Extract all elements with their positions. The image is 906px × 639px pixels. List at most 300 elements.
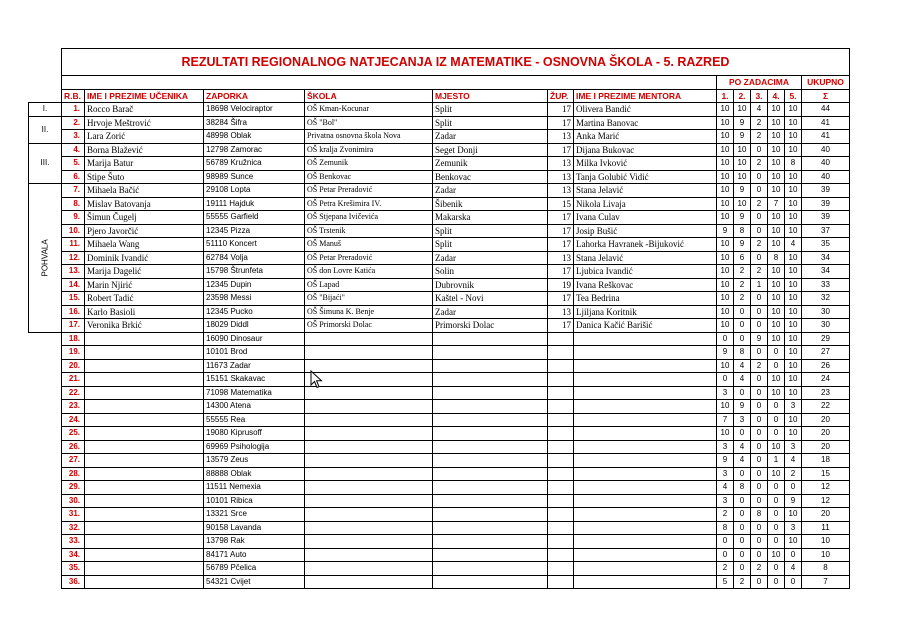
total-score: 37: [802, 224, 850, 238]
task-5-score: 10: [785, 319, 802, 333]
task-3-score: 2: [751, 238, 768, 252]
table-row: [29, 346, 850, 360]
total-score: 20: [802, 427, 850, 441]
task-2-score: 10: [734, 170, 751, 184]
student-name: [85, 467, 204, 481]
student-name: Robert Tadić: [85, 292, 204, 306]
mentor-name: [574, 346, 717, 360]
county-number: 17: [548, 292, 574, 306]
table-row: [29, 130, 850, 144]
rb-header: R.B.: [62, 89, 85, 103]
task-3-score: 0: [751, 454, 768, 468]
task-4-score: 10: [768, 170, 785, 184]
password-code: 11673 Zadar: [204, 359, 305, 373]
county-number: 13: [548, 130, 574, 144]
task-1-score: 3: [717, 494, 734, 508]
table-row: [29, 170, 850, 184]
table-row: [29, 332, 850, 346]
row-number: 22.: [62, 386, 85, 400]
school-name: [305, 535, 433, 549]
town-name: Seget Donji: [433, 143, 548, 157]
mentor-name: [574, 440, 717, 454]
table-row: [29, 224, 850, 238]
task-4-score: 10: [768, 278, 785, 292]
task-3-score: 4: [751, 103, 768, 117]
password-code: 18029 Diddl: [204, 319, 305, 333]
task-1-score: 10: [717, 400, 734, 414]
task-1-score: 9: [717, 346, 734, 360]
school-name: [305, 494, 433, 508]
row-number: 9.: [62, 211, 85, 225]
county-number: 13: [548, 157, 574, 171]
task-3-score: 0: [751, 400, 768, 414]
table-row: [29, 481, 850, 495]
task-5-score: 10: [785, 197, 802, 211]
mentor-name: [574, 454, 717, 468]
town-name: [433, 427, 548, 441]
school-name: [305, 521, 433, 535]
total-score: 22: [802, 400, 850, 414]
town-name: Dubrovnik: [433, 278, 548, 292]
task-3-score: 0: [751, 184, 768, 198]
password-code: 12345 Dupin: [204, 278, 305, 292]
task-5-score: 10: [785, 224, 802, 238]
school-name: OŠ Stjepana Ivičevića: [305, 211, 433, 225]
task-4-score: 10: [768, 103, 785, 117]
mentor-name: [574, 562, 717, 576]
task-3-score: 0: [751, 575, 768, 589]
row-number: 32.: [62, 521, 85, 535]
table-row: [29, 440, 850, 454]
county-number: [548, 575, 574, 589]
town-name: [433, 454, 548, 468]
school-name: OŠ Trstenik: [305, 224, 433, 238]
student-name: [85, 521, 204, 535]
task-2-score: 9: [734, 400, 751, 414]
task-5-score: 10: [785, 292, 802, 306]
task-4-score: 10: [768, 386, 785, 400]
task-4-score: 10: [768, 332, 785, 346]
task-2-score: 4: [734, 440, 751, 454]
town-name: Split: [433, 103, 548, 117]
school-name: [305, 467, 433, 481]
password-code: 38284 Šifra: [204, 116, 305, 130]
task-2-score: 0: [734, 305, 751, 319]
rank-empty: [29, 400, 62, 414]
task-3-score: 9: [751, 332, 768, 346]
row-number: 14.: [62, 278, 85, 292]
school-name: OŠ "Bijaći": [305, 292, 433, 306]
row-number: 28.: [62, 467, 85, 481]
task-4-score: 10: [768, 305, 785, 319]
table-row: [29, 319, 850, 333]
task-5-score: 8: [785, 157, 802, 171]
task-5-score: 9: [785, 494, 802, 508]
task-2-score: 4: [734, 359, 751, 373]
row-number: 12.: [62, 251, 85, 265]
task-4-score: 0: [768, 413, 785, 427]
mentor-name: Martina Banovac: [574, 116, 717, 130]
task-4-score: 10: [768, 238, 785, 252]
total-score: 12: [802, 481, 850, 495]
task-3-score: 0: [751, 440, 768, 454]
task-2-score: 4: [734, 454, 751, 468]
task-2-score: 8: [734, 481, 751, 495]
school-name: OŠ "Bol": [305, 116, 433, 130]
mentor-name: Josip Bušić: [574, 224, 717, 238]
task-5-score: 3: [785, 400, 802, 414]
county-number: [548, 413, 574, 427]
total-score: 23: [802, 386, 850, 400]
table-row: [29, 359, 850, 373]
task-5-score: 10: [785, 143, 802, 157]
student-name: Mihaela Bačić: [85, 184, 204, 198]
task-1-score: 10: [717, 116, 734, 130]
corner-spacer: [29, 76, 62, 90]
task-2-score: 8: [734, 224, 751, 238]
mentor-name: [574, 481, 717, 495]
mentor-name: [574, 359, 717, 373]
task-1-score: 3: [717, 440, 734, 454]
total-score: 30: [802, 305, 850, 319]
task-3-score: 2: [751, 130, 768, 144]
county-number: [548, 427, 574, 441]
table-row: [29, 562, 850, 576]
row-number: 15.: [62, 292, 85, 306]
task-2-header: 2.: [734, 89, 751, 103]
results-sheet: [28, 48, 850, 589]
town-name: [433, 359, 548, 373]
password-code: 10101 Brod: [204, 346, 305, 360]
task-3-score: 0: [751, 319, 768, 333]
table-row: [29, 251, 850, 265]
total-score: 27: [802, 346, 850, 360]
row-number: 17.: [62, 319, 85, 333]
school-name: OŠ kralja Zvonimira: [305, 143, 433, 157]
task-3-score: 0: [751, 427, 768, 441]
total-score: 33: [802, 278, 850, 292]
town-name: [433, 548, 548, 562]
town-name: [433, 494, 548, 508]
student-name: Marin Njirić: [85, 278, 204, 292]
table-row: [29, 400, 850, 414]
task-2-score: 0: [734, 508, 751, 522]
row-number: 35.: [62, 562, 85, 576]
task-3-score: 2: [751, 359, 768, 373]
row-number: 23.: [62, 400, 85, 414]
task-2-score: 2: [734, 575, 751, 589]
rank-empty: [29, 413, 62, 427]
task-5-score: 10: [785, 359, 802, 373]
mentor-name: Danica Kačić Barišić: [574, 319, 717, 333]
total-score: 24: [802, 373, 850, 387]
task-4-score: 10: [768, 157, 785, 171]
row-number: 2.: [62, 116, 85, 130]
password-code: 48998 Oblak: [204, 130, 305, 144]
row-number: 19.: [62, 346, 85, 360]
table-row: [29, 508, 850, 522]
task-3-score: 0: [751, 170, 768, 184]
town-name: [433, 346, 548, 360]
task-5-score: 10: [785, 184, 802, 198]
password-code: 90158 Lavanda: [204, 521, 305, 535]
zup-header: ŽUP.: [548, 89, 574, 103]
table-row: [29, 305, 850, 319]
task-4-score: 0: [768, 521, 785, 535]
total-score: 41: [802, 130, 850, 144]
task-1-score: 10: [717, 157, 734, 171]
student-name: Mislav Batovanja: [85, 197, 204, 211]
rank-empty: [29, 386, 62, 400]
password-code: 56789 Pčelica: [204, 562, 305, 576]
password-code: 69969 Psihologija: [204, 440, 305, 454]
task-1-score: 10: [717, 211, 734, 225]
task-1-score: 9: [717, 454, 734, 468]
task-2-score: 0: [734, 494, 751, 508]
task-5-score: 4: [785, 238, 802, 252]
school-name: [305, 548, 433, 562]
student-name: Marija Batur: [85, 157, 204, 171]
task-1-score: 10: [717, 305, 734, 319]
town-name: Kaštel - Novi: [433, 292, 548, 306]
rank-empty: [29, 346, 62, 360]
mentor-name: [574, 400, 717, 414]
student-name: Mihaela Wang: [85, 238, 204, 252]
task-2-score: 2: [734, 278, 751, 292]
task-1-score: 0: [717, 332, 734, 346]
rank-empty: [29, 494, 62, 508]
rank-empty: [29, 359, 62, 373]
row-number: 29.: [62, 481, 85, 495]
row-number: 26.: [62, 440, 85, 454]
task-5-header: 5.: [785, 89, 802, 103]
county-number: [548, 481, 574, 495]
total-score: 20: [802, 440, 850, 454]
town-name: Solin: [433, 265, 548, 279]
mentor-name: [574, 508, 717, 522]
po-zadacima-header: PO ZADACIMA: [717, 76, 802, 90]
password-code: 13798 Rak: [204, 535, 305, 549]
table-row: [29, 238, 850, 252]
table-row: [29, 467, 850, 481]
task-1-score: 10: [717, 197, 734, 211]
task-3-score: 0: [751, 292, 768, 306]
total-score: 30: [802, 319, 850, 333]
task-4-score: 0: [768, 400, 785, 414]
row-number: 3.: [62, 130, 85, 144]
county-number: [548, 359, 574, 373]
mentor-name: Ivana Culav: [574, 211, 717, 225]
task-1-score: 0: [717, 373, 734, 387]
school-name: [305, 481, 433, 495]
rank-empty: [29, 548, 62, 562]
password-code: 62784 Volja: [204, 251, 305, 265]
rank-empty: [29, 481, 62, 495]
row-number: 24.: [62, 413, 85, 427]
total-score: 32: [802, 292, 850, 306]
town-name: [433, 400, 548, 414]
table-row: [29, 427, 850, 441]
mentor-name: [574, 332, 717, 346]
password-code: 14300 Atena: [204, 400, 305, 414]
ukupno-header: UKUPNO: [802, 76, 850, 90]
total-score: 41: [802, 116, 850, 130]
table-row: [29, 548, 850, 562]
task-2-score: 9: [734, 184, 751, 198]
mjesto-header: MJESTO: [433, 89, 548, 103]
town-name: Primorski Dolac: [433, 319, 548, 333]
task-5-score: 10: [785, 373, 802, 387]
town-name: [433, 373, 548, 387]
task-2-score: 0: [734, 521, 751, 535]
student-name: [85, 508, 204, 522]
row-number: 6.: [62, 170, 85, 184]
task-3-score: 0: [751, 467, 768, 481]
row-number: 30.: [62, 494, 85, 508]
task-2-score: 0: [734, 535, 751, 549]
task-4-score: 0: [768, 481, 785, 495]
task-1-score: 9: [717, 224, 734, 238]
task-1-score: 10: [717, 319, 734, 333]
task-4-score: 0: [768, 494, 785, 508]
school-name: Privatna osnovna škola Nova: [305, 130, 433, 144]
task-4-score: 0: [768, 535, 785, 549]
row-number: 1.: [62, 103, 85, 117]
task-2-score: 3: [734, 413, 751, 427]
mentor-name: Dijana Bukovac: [574, 143, 717, 157]
task-1-score: 10: [717, 292, 734, 306]
mentor-name: Tea Bedrina: [574, 292, 717, 306]
header-spacer: [62, 76, 717, 90]
task-4-score: 10: [768, 467, 785, 481]
task-5-score: 0: [785, 575, 802, 589]
row-number: 18.: [62, 332, 85, 346]
town-name: Split: [433, 224, 548, 238]
student-name: Dominik Ivandić: [85, 251, 204, 265]
task-5-score: 10: [785, 170, 802, 184]
table-row: [29, 265, 850, 279]
task-2-score: 10: [734, 157, 751, 171]
mentor-name: [574, 521, 717, 535]
rank-empty: [29, 454, 62, 468]
task-2-score: 9: [734, 238, 751, 252]
school-name: [305, 400, 433, 414]
county-number: [548, 440, 574, 454]
task-3-score: 0: [751, 535, 768, 549]
school-name: OŠ don Lovre Katića: [305, 265, 433, 279]
mentor-name: Tanja Golubić Vidić: [574, 170, 717, 184]
student-name: Stipe Šuto: [85, 170, 204, 184]
task-5-score: 4: [785, 562, 802, 576]
school-name: OŠ Šimuna K. Benje: [305, 305, 433, 319]
rank-empty: [29, 575, 62, 589]
rank-empty: [29, 562, 62, 576]
county-number: 17: [548, 319, 574, 333]
county-number: [548, 332, 574, 346]
mentor-name: Lahorka Havranek -Bijuković: [574, 238, 717, 252]
password-code: 11511 Nemexia: [204, 481, 305, 495]
corner-spacer: [29, 49, 62, 76]
county-number: [548, 508, 574, 522]
mentor-name: Stana Jelavić: [574, 251, 717, 265]
town-name: [433, 562, 548, 576]
task-5-score: 10: [785, 265, 802, 279]
task-2-score: 0: [734, 386, 751, 400]
county-number: 17: [548, 116, 574, 130]
task-3-score: 0: [751, 494, 768, 508]
county-number: 13: [548, 251, 574, 265]
mentor-name: [574, 467, 717, 481]
school-name: OŠ Primorski Dolac: [305, 319, 433, 333]
total-score: 8: [802, 562, 850, 576]
task-5-score: 10: [785, 413, 802, 427]
rank-empty: [29, 373, 62, 387]
total-score: 20: [802, 413, 850, 427]
town-name: [433, 440, 548, 454]
task-4-header: 4.: [768, 89, 785, 103]
row-number: 25.: [62, 427, 85, 441]
town-name: [433, 481, 548, 495]
school-name: OŠ Petar Preradović: [305, 184, 433, 198]
student-name: [85, 427, 204, 441]
school-name: [305, 427, 433, 441]
table-row: [29, 278, 850, 292]
county-number: 17: [548, 103, 574, 117]
password-code: 84171 Auto: [204, 548, 305, 562]
county-number: 13: [548, 170, 574, 184]
task-1-score: 0: [717, 535, 734, 549]
password-code: 98989 Sunce: [204, 170, 305, 184]
county-number: 17: [548, 238, 574, 252]
task-5-score: 10: [785, 535, 802, 549]
town-name: [433, 508, 548, 522]
mentor-name: Ljiljana Koritnik: [574, 305, 717, 319]
rank-second: II.: [29, 116, 62, 143]
task-4-score: 0: [768, 359, 785, 373]
task-1-score: 7: [717, 413, 734, 427]
student-name: Borna Blažević: [85, 143, 204, 157]
task-2-score: 6: [734, 251, 751, 265]
task-2-score: 8: [734, 346, 751, 360]
zaporka-header: ZAPORKA: [204, 89, 305, 103]
task-1-score: 10: [717, 184, 734, 198]
task-2-score: 0: [734, 332, 751, 346]
task-2-score: 0: [734, 319, 751, 333]
task-2-score: 0: [734, 562, 751, 576]
student-name: [85, 548, 204, 562]
rank-empty: [29, 440, 62, 454]
table-row: [29, 103, 850, 117]
task-4-score: 10: [768, 224, 785, 238]
task-3-score: 0: [751, 413, 768, 427]
task-5-score: 4: [785, 454, 802, 468]
student-name: Lara Zorić: [85, 130, 204, 144]
student-name: [85, 413, 204, 427]
student-name: [85, 386, 204, 400]
total-score: 35: [802, 238, 850, 252]
task-5-score: 10: [785, 116, 802, 130]
table-row: [29, 373, 850, 387]
task-1-score: 10: [717, 170, 734, 184]
task-4-score: 0: [768, 346, 785, 360]
table-row: [29, 494, 850, 508]
task-3-score: 0: [751, 373, 768, 387]
town-name: [433, 575, 548, 589]
task-3-score: 0: [751, 481, 768, 495]
password-code: 19080 Kiprusoff: [204, 427, 305, 441]
task-4-score: 10: [768, 265, 785, 279]
task-2-score: 4: [734, 373, 751, 387]
